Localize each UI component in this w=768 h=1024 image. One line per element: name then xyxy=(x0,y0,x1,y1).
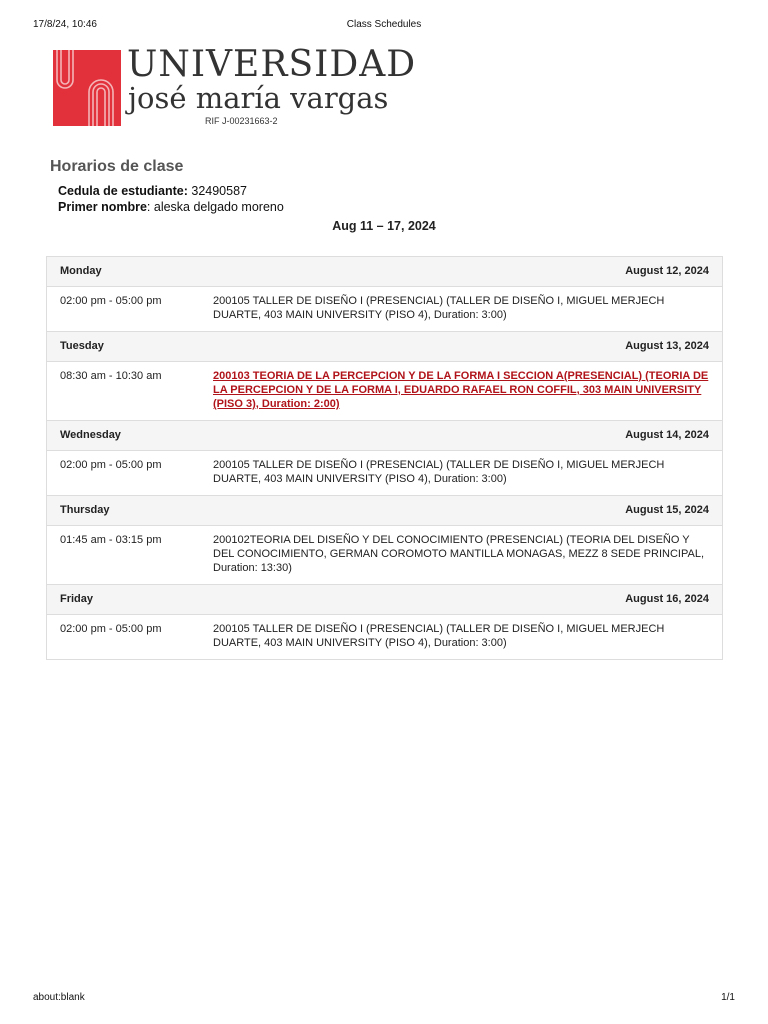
day-name: Wednesday xyxy=(60,429,121,441)
day-name: Monday xyxy=(60,265,102,277)
event-description: 200102TEORIA DEL DISEÑO Y DEL CONOCIMIENTO (PRESENCIAL) (TEORIA DEL DISEÑO Y DEL CONOCIMIENTO, GERMAN COROMOTO MANTILLA MONAGAS, MEZZ 8 SEDE PRINCIPAL, Duration: 13:30) xyxy=(213,534,704,574)
day-header-wednesday xyxy=(47,421,722,451)
day-date: August 15, 2024 xyxy=(625,504,709,516)
print-footer xyxy=(0,992,768,1006)
event-row xyxy=(47,526,722,585)
week-range: Aug 11 – 17, 2024 xyxy=(332,219,436,233)
logo-text-name: josé maría vargas xyxy=(128,81,389,115)
student-info xyxy=(58,183,284,215)
day-date: August 14, 2024 xyxy=(625,429,709,441)
event-link[interactable]: 200103 TEORIA DE LA PERCEPCION Y DE LA FORMA I SECCION A(PRESENCIAL) (TEORIA DE LA PERCEPCION Y DE LA FORMA I, EDUARDO RAFAEL RON COFFIL, 303 MAIN UNIVERSITY (PISO 3), Duration: 2:00) xyxy=(213,370,709,410)
event-time: 08:30 am - 10:30 am xyxy=(60,370,162,382)
day-name: Thursday xyxy=(60,504,110,516)
event-row xyxy=(47,287,722,332)
university-logo xyxy=(53,44,417,130)
event-description: 200105 TALLER DE DISEÑO I (PRESENCIAL) (TALLER DE DISEÑO I, MIGUEL MERJECH DUARTE, 403 MAIN UNIVERSITY (PISO 4), Duration: 3:00) xyxy=(213,295,665,321)
event-description: 200105 TALLER DE DISEÑO I (PRESENCIAL) (TALLER DE DISEÑO I, MIGUEL MERJECH DUARTE, 403 MAIN UNIVERSITY (PISO 4), Duration: 3:00) xyxy=(213,459,665,485)
logo-rif: RIF J-00231663-2 xyxy=(205,116,278,126)
student-name-line xyxy=(58,199,284,215)
print-document-title: Class Schedules xyxy=(346,19,422,30)
print-datetime: 17/8/24, 10:46 xyxy=(33,19,97,30)
event-row xyxy=(47,615,722,659)
print-page-number: 1/1 xyxy=(721,992,735,1003)
print-url: about:blank xyxy=(33,992,85,1003)
day-name: Tuesday xyxy=(60,340,104,352)
day-date: August 16, 2024 xyxy=(625,593,709,605)
day-date: August 13, 2024 xyxy=(625,340,709,352)
day-name: Friday xyxy=(60,593,94,605)
day-header-tuesday xyxy=(47,332,722,362)
page-title: Horarios de clase xyxy=(50,158,184,175)
event-row xyxy=(47,451,722,496)
print-header xyxy=(0,19,768,33)
day-header-thursday xyxy=(47,496,722,526)
student-id-label: Cedula de estudiante: xyxy=(58,184,188,198)
event-time: 02:00 pm - 05:00 pm xyxy=(60,623,162,635)
event-row xyxy=(47,362,722,421)
event-time: 01:45 am - 03:15 pm xyxy=(60,534,162,546)
day-header-friday xyxy=(47,585,722,615)
student-id-value: 32490587 xyxy=(191,184,247,198)
event-time: 02:00 pm - 05:00 pm xyxy=(60,295,162,307)
logo-text-universidad: UNIVERSIDAD xyxy=(127,44,417,85)
university-logo-mark-icon xyxy=(53,50,121,126)
student-name-label: Primer nombre xyxy=(58,200,147,214)
schedule-list xyxy=(46,256,723,660)
day-date: August 12, 2024 xyxy=(625,265,709,277)
event-time: 02:00 pm - 05:00 pm xyxy=(60,459,162,471)
event-description: 200105 TALLER DE DISEÑO I (PRESENCIAL) (TALLER DE DISEÑO I, MIGUEL MERJECH DUARTE, 403 MAIN UNIVERSITY (PISO 4), Duration: 3:00) xyxy=(213,623,665,649)
student-id-line xyxy=(58,183,284,199)
student-name-value: : aleska delgado moreno xyxy=(146,200,284,214)
day-header-monday xyxy=(47,257,722,287)
